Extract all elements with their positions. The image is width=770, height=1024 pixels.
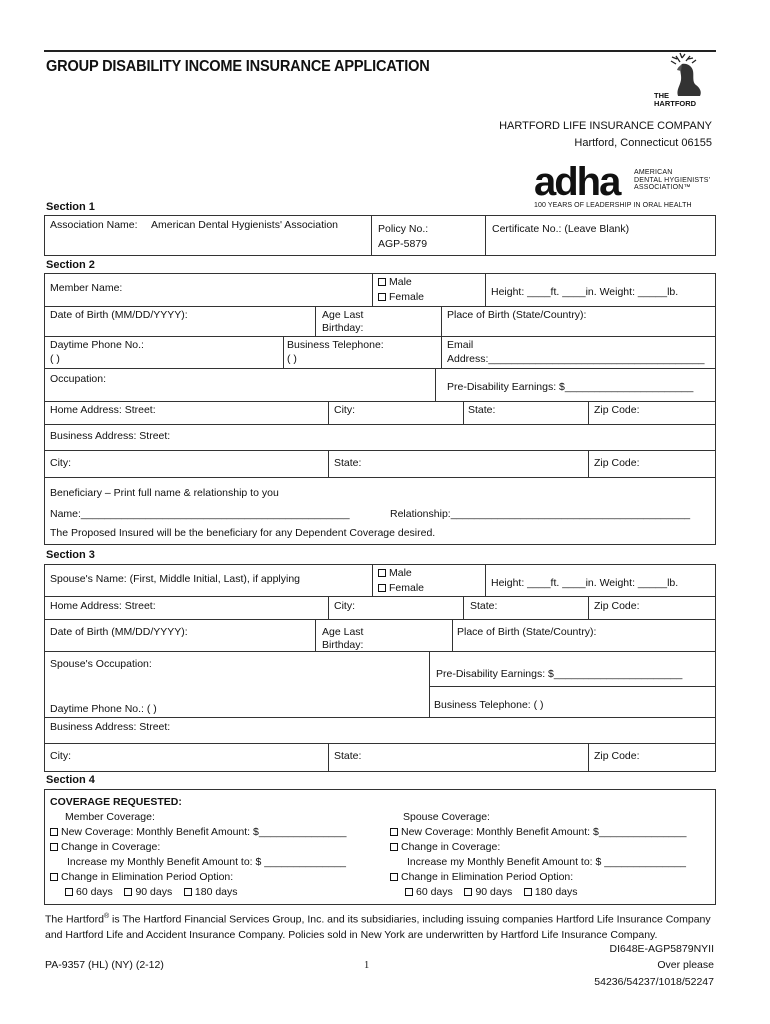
logo-text-the: THE	[654, 91, 669, 100]
policy-number-label: Policy No.:	[378, 223, 429, 235]
member-elimination-days[interactable]: 60 days 90 days 180 days	[65, 886, 238, 899]
section-1-box	[44, 215, 716, 256]
member-name-label[interactable]: Member Name:	[50, 282, 123, 294]
logo-text-hartford: HARTFORD	[654, 99, 697, 108]
form-code: DI648E-AGP5879NYII	[609, 943, 714, 955]
business-city-label[interactable]: City:	[50, 457, 71, 469]
member-new-coverage-option[interactable]: New Coverage: Monthly Benefit Amount: $_______________	[50, 826, 346, 839]
form-number: PA-9357 (HL) (NY) (2-12)	[45, 959, 164, 971]
coverage-requested-heading: COVERAGE REQUESTED:	[50, 796, 182, 808]
section-1-label: Section 1	[46, 201, 95, 213]
beneficiary-name-field[interactable]: Name:______________________________________________	[50, 508, 350, 520]
spouse-business-state-label[interactable]: State:	[334, 750, 362, 762]
policy-number-value: AGP-5879	[378, 238, 428, 250]
spouse-business-zip-label[interactable]: Zip Code:	[594, 750, 640, 762]
spouse-business-telephone-field[interactable]: Business Telephone: ( )	[434, 699, 544, 711]
checkbox-icon[interactable]	[378, 584, 386, 592]
female-checkbox[interactable]: Female	[378, 291, 424, 304]
section-3-box	[44, 564, 716, 772]
business-telephone-area[interactable]: ( )	[287, 353, 297, 365]
checkbox-icon[interactable]	[390, 873, 398, 881]
spouse-home-street-label[interactable]: Home Address: Street:	[50, 600, 156, 612]
spouse-home-city-label[interactable]: City:	[334, 600, 355, 612]
daytime-phone-label[interactable]: Daytime Phone No.:	[50, 339, 144, 351]
place-of-birth-label[interactable]: Place of Birth (State/Country):	[447, 309, 587, 321]
occupation-label[interactable]: Occupation:	[50, 373, 107, 385]
member-increase-amount-field[interactable]: Increase my Monthly Benefit Amount to: $ ______________	[67, 856, 347, 868]
checkbox-icon[interactable]	[464, 888, 472, 896]
home-street-label[interactable]: Home Address: Street:	[50, 404, 156, 416]
company-name: HARTFORD LIFE INSURANCE COMPANY	[499, 120, 712, 132]
business-telephone-label[interactable]: Business Telephone:	[287, 339, 384, 351]
spouse-male-checkbox[interactable]: Male	[378, 567, 412, 580]
spouse-age-last-label: Age Last	[322, 626, 364, 638]
over-please: Over please	[657, 959, 714, 971]
hartford-stag-logo	[652, 52, 714, 114]
height-weight-field[interactable]: Height: ____ft. ____in. Weight: _____lb.	[491, 286, 679, 298]
business-street-label[interactable]: Business Address: Street:	[50, 430, 171, 442]
male-checkbox[interactable]: Male	[378, 276, 412, 289]
spouse-coverage-heading: Spouse Coverage:	[403, 811, 490, 823]
spouse-daytime-phone-field[interactable]: Daytime Phone No.: ( )	[50, 703, 157, 715]
section-2-box	[44, 273, 716, 545]
checkbox-icon[interactable]	[378, 569, 386, 577]
spouse-increase-amount-field[interactable]: Increase my Monthly Benefit Amount to: $ ______________	[407, 856, 687, 868]
email-address-field[interactable]: Address:_____________________________________	[447, 353, 705, 365]
checkbox-icon[interactable]	[524, 888, 532, 896]
spouse-change-coverage-option[interactable]: Change in Coverage:	[390, 841, 500, 854]
top-rule	[44, 50, 716, 52]
checkbox-icon[interactable]	[184, 888, 192, 896]
association-name-label: Association Name:	[50, 219, 138, 231]
section-3-label: Section 3	[46, 549, 95, 561]
spouse-home-state-label[interactable]: State:	[470, 600, 498, 612]
email-label: Email	[447, 339, 474, 351]
form-codes: 54236/54237/1018/52247	[594, 976, 714, 988]
spouse-place-of-birth-label[interactable]: Place of Birth (State/Country):	[457, 626, 597, 638]
adha-logo	[534, 160, 718, 210]
birthday-label[interactable]: Birthday:	[322, 322, 364, 334]
spouse-occupation-label[interactable]: Spouse's Occupation:	[50, 658, 152, 670]
checkbox-icon[interactable]	[405, 888, 413, 896]
adha-full-name: AMERICAN DENTAL HYGIENISTS' ASSOCIATION™	[634, 169, 711, 191]
company-block	[499, 118, 712, 152]
member-change-coverage-option[interactable]: Change in Coverage:	[50, 841, 160, 854]
checkbox-icon[interactable]	[390, 843, 398, 851]
checkbox-icon[interactable]	[50, 828, 58, 836]
disclaimer: The Hartford® is The Hartford Financial Services Group, Inc. and its subsidiaries, including issuing companies Hartford Life Insurance Company and Hartford Life and Accident Insurance Company. Policies sold in New York are underwritten by Hartford Life Insurance Company.	[45, 913, 711, 941]
member-coverage-heading: Member Coverage:	[65, 811, 155, 823]
age-last-label: Age Last	[322, 309, 364, 321]
checkbox-icon[interactable]	[390, 828, 398, 836]
spouse-height-weight-field[interactable]: Height: ____ft. ____in. Weight: _____lb.	[491, 577, 679, 589]
spouse-pre-disability-earnings-field[interactable]: Pre-Disability Earnings: $______________________	[436, 668, 683, 680]
checkbox-icon[interactable]	[65, 888, 73, 896]
certificate-number-label[interactable]: Certificate No.: (Leave Blank)	[492, 223, 630, 235]
spouse-new-coverage-option[interactable]: New Coverage: Monthly Benefit Amount: $_______________	[390, 826, 686, 839]
beneficiary-label: Beneficiary – Print full name & relationship to you	[50, 487, 279, 499]
checkbox-icon[interactable]	[124, 888, 132, 896]
stag-icon	[652, 52, 714, 96]
home-state-label[interactable]: State:	[468, 404, 496, 416]
dob-label[interactable]: Date of Birth (MM/DD/YYYY):	[50, 309, 188, 321]
business-state-label[interactable]: State:	[334, 457, 362, 469]
page-number: 1	[364, 960, 370, 971]
spouse-birthday-label[interactable]: Birthday:	[322, 639, 364, 651]
spouse-change-elimination-option[interactable]: Change in Elimination Period Option:	[390, 871, 573, 884]
pre-disability-earnings-field[interactable]: Pre-Disability Earnings: $______________________	[447, 381, 694, 393]
spouse-home-zip-label[interactable]: Zip Code:	[594, 600, 640, 612]
section-4-label: Section 4	[46, 774, 95, 786]
spouse-dob-label[interactable]: Date of Birth (MM/DD/YYYY):	[50, 626, 188, 638]
adha-wordmark: adha	[534, 160, 620, 204]
daytime-phone-area[interactable]: ( )	[50, 353, 60, 365]
checkbox-icon[interactable]	[50, 873, 58, 881]
member-change-elimination-option[interactable]: Change in Elimination Period Option:	[50, 871, 233, 884]
page-title: GROUP DISABILITY INCOME INSURANCE APPLICATION	[46, 58, 430, 75]
section-4-box	[44, 789, 716, 905]
adha-tagline: 100 YEARS OF LEADERSHIP IN ORAL HEALTH	[534, 202, 692, 209]
spouse-name-label[interactable]: Spouse's Name: (First, Middle Initial, Last), if applying	[50, 573, 301, 585]
checkbox-icon[interactable]	[378, 293, 386, 301]
checkbox-icon[interactable]	[50, 843, 58, 851]
spouse-elimination-days[interactable]: 60 days 90 days 180 days	[405, 886, 578, 899]
proposed-insured-note: The Proposed Insured will be the beneficiary for any Dependent Coverage desired.	[50, 527, 436, 539]
spouse-business-city-label[interactable]: City:	[50, 750, 71, 762]
home-zip-label[interactable]: Zip Code:	[594, 404, 640, 416]
beneficiary-relationship-field[interactable]: Relationship:_________________________________________	[390, 508, 691, 520]
spouse-female-checkbox[interactable]: Female	[378, 582, 424, 595]
spouse-business-street-label[interactable]: Business Address: Street:	[50, 721, 171, 733]
section-2-label: Section 2	[46, 259, 95, 271]
business-zip-label[interactable]: Zip Code:	[594, 457, 640, 469]
company-city: Hartford, Connecticut 06155	[574, 137, 712, 149]
home-city-label[interactable]: City:	[334, 404, 355, 416]
association-name-value: American Dental Hygienists' Association	[151, 219, 339, 231]
checkbox-icon[interactable]	[378, 278, 386, 286]
